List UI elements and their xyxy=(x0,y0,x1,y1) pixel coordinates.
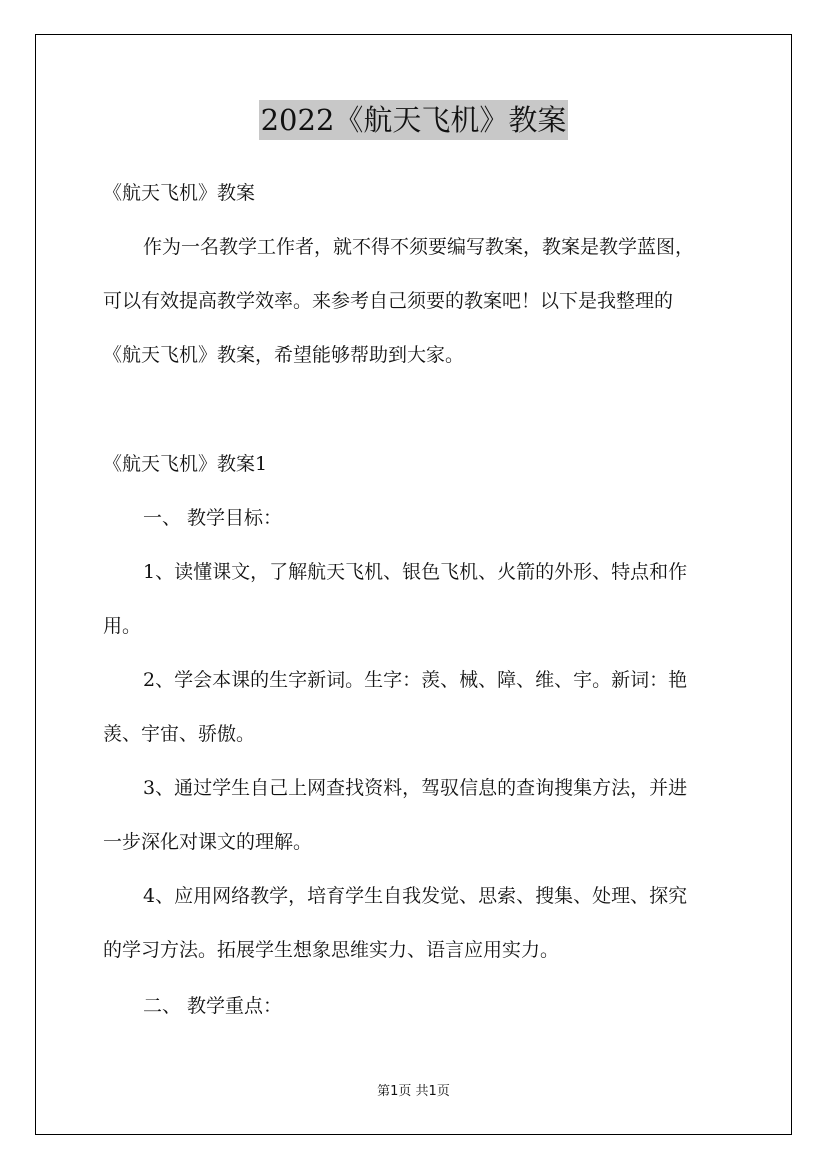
section-heading: 《航天飞机》教案1 xyxy=(103,453,268,475)
paragraph-line: 3、通过学生自己上网查找资料，驾驭信息的查询搜集方法，并进 xyxy=(143,777,688,799)
paragraph-line: 《航天飞机》教案 xyxy=(103,182,256,204)
paragraph-line: 作为一名教学工作者，就不得不须要编写教案，教案是教学蓝图， xyxy=(143,236,695,258)
paragraph-line: 1、读懂课文，了解航天飞机、银色飞机、火箭的外形、特点和作 xyxy=(143,561,688,583)
title-container xyxy=(0,100,827,140)
paragraph-line: 4、应用网络教学，培育学生自我发觉、思索、搜集、处理、探究 xyxy=(143,885,688,907)
document-title: 2022《航天飞机》教案 xyxy=(259,100,569,140)
section-subheading: 一、 教学目标： xyxy=(143,507,283,529)
paragraph-line: 羡、宇宙、骄傲。 xyxy=(103,723,256,745)
paragraph-line: 2、学会本课的生字新词。生字：羡、械、障、维、宇。新词：艳 xyxy=(143,669,688,691)
paragraph-line: 用。 xyxy=(103,615,142,637)
page-number-label: 第1页 共1页 xyxy=(377,1084,450,1099)
paragraph-line: 的学习方法。拓展学生想象思维实力、语言应用实力。 xyxy=(103,939,560,961)
paragraph-line: 一步深化对课文的理解。 xyxy=(103,831,313,853)
paragraph-line: 可以有效提高教学效率。来参考自己须要的教案吧！以下是我整理的 xyxy=(103,290,674,312)
section-subheading: 二、 教学重点： xyxy=(143,995,283,1017)
page-footer xyxy=(0,1083,827,1101)
paragraph-line: 《航天飞机》教案，希望能够帮助到大家。 xyxy=(103,344,465,366)
